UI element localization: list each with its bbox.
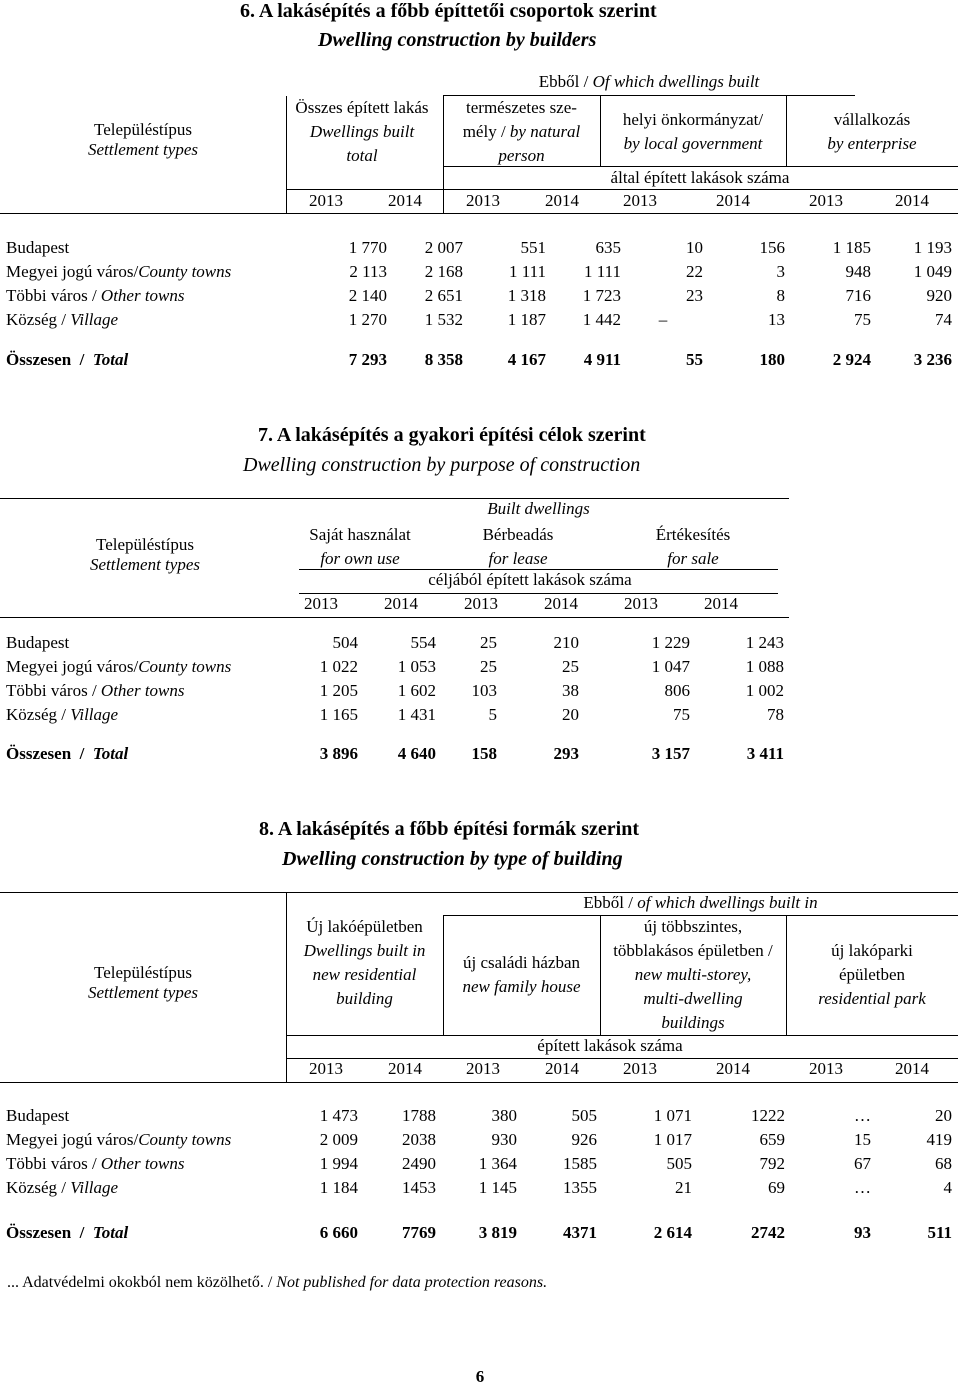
t6-total-cell: 3 236 bbox=[913, 350, 952, 369]
t6-year-header: 2014 bbox=[716, 191, 750, 210]
t8-total-cell: 7769 bbox=[402, 1223, 436, 1242]
row-label-separator: / bbox=[133, 657, 139, 676]
t7-row-label bbox=[6, 681, 185, 701]
t6-cell: 23 bbox=[686, 286, 703, 305]
row-label-en: Village bbox=[70, 705, 119, 724]
t6-year-header: 2014 bbox=[545, 191, 579, 210]
row-label-separator: / bbox=[56, 1178, 71, 1197]
t7-total-cell: 293 bbox=[553, 744, 579, 763]
table6-enterprise-header: vállalkozás by enterprise bbox=[827, 110, 917, 153]
row-label-separator: / bbox=[87, 1154, 101, 1173]
t6-cell: 10 bbox=[686, 238, 703, 257]
t7-cell: 210 bbox=[553, 633, 579, 652]
t7-cell: 5 bbox=[488, 705, 497, 724]
t8-total-cell: 2742 bbox=[751, 1223, 785, 1242]
table7-lease-header: Bérbeadás for lease bbox=[482, 525, 554, 568]
t6-year-header: 2013 bbox=[809, 191, 843, 210]
t7-cell: 504 bbox=[332, 633, 358, 652]
t8-cell: … bbox=[854, 1178, 871, 1197]
row-label-separator: / bbox=[71, 744, 93, 763]
t8-cell: 1 994 bbox=[319, 1154, 358, 1173]
row-label-separator: / bbox=[133, 1130, 139, 1149]
t6-row-label bbox=[6, 310, 118, 330]
row-label-en: Other towns bbox=[100, 1154, 185, 1173]
t6-cell: 635 bbox=[595, 238, 621, 257]
row-label-en: Other towns bbox=[100, 681, 185, 700]
t6-cell: 1 318 bbox=[507, 286, 546, 305]
t6-cell: 1 111 bbox=[509, 262, 546, 281]
t6-cell: 1 723 bbox=[582, 286, 621, 305]
row-label-separator: / bbox=[56, 705, 71, 724]
t7-cell: 78 bbox=[767, 705, 784, 724]
t7-cell: 103 bbox=[471, 681, 497, 700]
row-label-en: Village bbox=[70, 1178, 119, 1197]
t6-total-cell: 55 bbox=[686, 350, 703, 369]
t8-cell: 1 473 bbox=[319, 1106, 358, 1125]
t8-cell: 1 184 bbox=[319, 1178, 358, 1197]
table7-built-dwellings-header: Built dwellings bbox=[487, 499, 590, 518]
row-label-hu: Többi város bbox=[6, 681, 88, 700]
t7-total-label bbox=[6, 744, 128, 764]
t6-cell: 2 651 bbox=[424, 286, 463, 305]
t8-cell: 1788 bbox=[402, 1106, 436, 1125]
t6-year-header: 2013 bbox=[623, 191, 657, 210]
t6-total-cell: 8 358 bbox=[424, 350, 463, 369]
t7-cell: 1 243 bbox=[745, 633, 784, 652]
row-label-hu: Megyei jogú város bbox=[6, 262, 134, 281]
t8-row-label bbox=[6, 1106, 69, 1126]
table8-built-header: épített lakások száma bbox=[537, 1036, 683, 1055]
t7-total-cell: 3 896 bbox=[319, 744, 358, 763]
t8-total-cell: 2 614 bbox=[653, 1223, 692, 1242]
row-label-separator: / bbox=[133, 262, 139, 281]
table8-family-house-header: új családi házban new family house bbox=[462, 953, 581, 996]
t8-cell: 1 364 bbox=[478, 1154, 517, 1173]
t8-cell: 21 bbox=[675, 1178, 692, 1197]
t6-cell: 2 168 bbox=[424, 262, 463, 281]
t7-cell: 806 bbox=[664, 681, 690, 700]
t7-year-header: 2013 bbox=[624, 594, 658, 613]
table6-built-by-header: által épített lakások száma bbox=[610, 168, 790, 187]
table8-new-residential-header: Új lakóépületben Dwellings built in new residential building bbox=[303, 917, 426, 1008]
t8-total-label bbox=[6, 1223, 128, 1243]
t8-cell: 20 bbox=[935, 1106, 952, 1125]
t6-total-cell: 7 293 bbox=[348, 350, 387, 369]
t8-cell: 2038 bbox=[402, 1130, 436, 1149]
t6-year-header: 2013 bbox=[309, 191, 343, 210]
table7-title-en: Dwelling construction by purpose of construction bbox=[243, 454, 641, 476]
t8-cell: 930 bbox=[491, 1130, 517, 1149]
t6-row-label bbox=[6, 286, 185, 306]
t8-cell: … bbox=[854, 1106, 871, 1125]
t6-cell: 948 bbox=[845, 262, 871, 281]
row-label-hu: Község bbox=[6, 1178, 57, 1197]
t8-cell: 419 bbox=[926, 1130, 952, 1149]
row-label-hu: Megyei jogú város bbox=[6, 657, 134, 676]
t7-cell: 1 047 bbox=[651, 657, 690, 676]
row-label-en: Village bbox=[70, 310, 119, 329]
t8-total-cell: 511 bbox=[927, 1223, 952, 1242]
table6-of-which-header: Ebből / Of which dwellings built bbox=[538, 72, 760, 91]
t6-year-header: 2014 bbox=[388, 191, 422, 210]
table6-local-government-header: helyi önkormányzat/ by local government bbox=[622, 110, 764, 153]
t6-cell: 1 270 bbox=[348, 310, 387, 329]
t8-year-header: 2013 bbox=[623, 1059, 657, 1078]
t8-cell: 67 bbox=[854, 1154, 871, 1173]
t6-cell: 8 bbox=[776, 286, 785, 305]
t8-cell: 1 071 bbox=[653, 1106, 692, 1125]
row-label-hu: Budapest bbox=[6, 1106, 70, 1125]
t8-cell: 15 bbox=[854, 1130, 871, 1149]
t7-cell: 1 022 bbox=[319, 657, 358, 676]
row-label-hu: Budapest bbox=[6, 238, 70, 257]
row-label-en: Other towns bbox=[100, 286, 185, 305]
table6-total-header: Összes épített lakás Dwellings built total bbox=[295, 98, 429, 165]
t6-cell: 1 770 bbox=[348, 238, 387, 257]
t8-total-cell: 6 660 bbox=[319, 1223, 358, 1242]
table8-title-hu: 8. A lakásépítés a főbb építési formák szerint bbox=[259, 818, 639, 840]
page-number: 6 bbox=[475, 1367, 485, 1386]
t8-year-header: 2014 bbox=[388, 1059, 422, 1078]
t8-year-header: 2013 bbox=[466, 1059, 500, 1078]
t8-year-header: 2013 bbox=[809, 1059, 843, 1078]
row-label-en: Total bbox=[92, 744, 129, 763]
t7-cell: 25 bbox=[480, 633, 497, 652]
row-label-hu: Összesen bbox=[6, 350, 72, 369]
t7-cell: 75 bbox=[673, 705, 690, 724]
t8-cell: 1222 bbox=[751, 1106, 785, 1125]
t6-cell: 2 113 bbox=[349, 262, 387, 281]
row-label-separator: / bbox=[87, 681, 101, 700]
t6-total-label bbox=[6, 350, 128, 370]
t7-cell: 554 bbox=[410, 633, 436, 652]
row-label-separator: / bbox=[56, 310, 71, 329]
t7-row-label bbox=[6, 657, 231, 677]
row-label-separator: / bbox=[71, 1223, 93, 1242]
t6-cell: 22 bbox=[686, 262, 703, 281]
t7-total-cell: 3 411 bbox=[746, 744, 784, 763]
t7-total-cell: 3 157 bbox=[651, 744, 690, 763]
t7-cell: 1 431 bbox=[397, 705, 436, 724]
t7-cell: 1 205 bbox=[319, 681, 358, 700]
table6-years-line bbox=[286, 189, 958, 190]
table6-title-en: Dwelling construction by builders bbox=[318, 29, 597, 51]
t8-year-header: 2013 bbox=[309, 1059, 343, 1078]
t8-cell: 69 bbox=[768, 1178, 785, 1197]
table8-multi-storey-header: új többszintes, többlakásos épületben / new multi-storey, multi-dwelling buildings bbox=[613, 917, 773, 1032]
t8-year-header: 2014 bbox=[545, 1059, 579, 1078]
table7-title-hu: 7. A lakásépítés a gyakori építési célok szerint bbox=[258, 424, 646, 446]
t6-cell: 2 007 bbox=[424, 238, 463, 257]
t6-cell: 920 bbox=[926, 286, 952, 305]
t7-year-header: 2013 bbox=[304, 594, 338, 613]
row-label-hu: Összesen bbox=[6, 744, 72, 763]
row-label-en: Total bbox=[92, 1223, 129, 1242]
t8-total-cell: 4371 bbox=[563, 1223, 597, 1242]
table8-residential-park-header: új lakóparki épületben residential park bbox=[818, 941, 926, 1008]
t8-row-label bbox=[6, 1178, 118, 1198]
t7-year-header: 2014 bbox=[384, 594, 418, 613]
t7-cell: 20 bbox=[562, 705, 579, 724]
t8-cell: 380 bbox=[491, 1106, 517, 1125]
t7-cell: 1 602 bbox=[397, 681, 436, 700]
t6-cell: 551 bbox=[520, 238, 546, 257]
table8-of-which-header: Ebből / of which dwellings built in bbox=[583, 893, 818, 912]
t6-cell: 156 bbox=[759, 238, 785, 257]
t8-cell: 1453 bbox=[402, 1178, 436, 1197]
t8-cell: 2490 bbox=[402, 1154, 436, 1173]
t6-year-header: 2014 bbox=[895, 191, 929, 210]
table8-header-bottom-border bbox=[0, 1082, 958, 1083]
table6-settlement-header: Településtípus Settlement types bbox=[88, 120, 198, 159]
t8-year-header: 2014 bbox=[716, 1059, 750, 1078]
t6-total-cell: 2 924 bbox=[832, 350, 871, 369]
t8-cell: 792 bbox=[759, 1154, 785, 1173]
t8-cell: 659 bbox=[759, 1130, 785, 1149]
row-label-separator: / bbox=[87, 286, 101, 305]
t7-cell: 38 bbox=[562, 681, 579, 700]
row-label-hu: Község bbox=[6, 310, 57, 329]
row-label-en: County towns bbox=[138, 262, 232, 281]
t6-cell: 2 140 bbox=[348, 286, 387, 305]
t7-year-header: 2014 bbox=[544, 594, 578, 613]
t8-cell: 505 bbox=[666, 1154, 692, 1173]
t7-cell: 1 053 bbox=[397, 657, 436, 676]
t6-cell: 716 bbox=[845, 286, 871, 305]
t7-cell: 1 229 bbox=[651, 633, 690, 652]
row-label-hu: Többi város bbox=[6, 1154, 88, 1173]
t6-cell: 1 049 bbox=[913, 262, 952, 281]
t6-total-cell: 4 167 bbox=[507, 350, 546, 369]
t7-cell: 1 165 bbox=[319, 705, 358, 724]
t8-cell: 1 017 bbox=[653, 1130, 692, 1149]
t8-cell: 505 bbox=[571, 1106, 597, 1125]
t7-cell: 1 088 bbox=[745, 657, 784, 676]
t6-cell: – bbox=[658, 310, 668, 329]
table7-purpose-header: céljából épített lakások száma bbox=[428, 570, 632, 589]
t6-cell: 1 187 bbox=[507, 310, 546, 329]
t7-cell: 1 002 bbox=[745, 681, 784, 700]
table6-header-bottom-border bbox=[0, 213, 958, 214]
t8-cell: 1585 bbox=[563, 1154, 597, 1173]
t7-year-header: 2013 bbox=[464, 594, 498, 613]
t6-total-cell: 4 911 bbox=[583, 350, 621, 369]
t7-year-header: 2014 bbox=[704, 594, 738, 613]
row-label-en: County towns bbox=[138, 1130, 232, 1149]
t6-year-header: 2013 bbox=[466, 191, 500, 210]
t6-cell: 1 185 bbox=[832, 238, 871, 257]
t6-row-label bbox=[6, 238, 69, 258]
table7-header-bottom-border bbox=[0, 617, 789, 618]
t8-total-cell: 3 819 bbox=[478, 1223, 517, 1242]
t8-year-header: 2014 bbox=[895, 1059, 929, 1078]
table7-own-use-header: Saját használat for own use bbox=[309, 525, 411, 568]
t6-cell: 1 193 bbox=[913, 238, 952, 257]
t6-cell: 3 bbox=[776, 262, 785, 281]
t6-row-label bbox=[6, 262, 231, 282]
t8-row-label bbox=[6, 1130, 231, 1150]
row-label-hu: Megyei jogú város bbox=[6, 1130, 134, 1149]
t8-cell: 68 bbox=[935, 1154, 952, 1173]
row-label-hu: Község bbox=[6, 705, 57, 724]
t6-total-cell: 180 bbox=[759, 350, 785, 369]
t6-cell: 1 532 bbox=[424, 310, 463, 329]
t7-total-cell: 4 640 bbox=[397, 744, 436, 763]
t7-total-cell: 158 bbox=[471, 744, 497, 763]
t6-cell: 74 bbox=[935, 310, 952, 329]
footnote: ... Adatvédelmi okokból nem közölhető. / Not published for data protection reasons. bbox=[7, 1274, 548, 1291]
t6-cell: 1 442 bbox=[582, 310, 621, 329]
row-label-hu: Budapest bbox=[6, 633, 70, 652]
t7-cell: 25 bbox=[480, 657, 497, 676]
t6-cell: 13 bbox=[768, 310, 785, 329]
t8-cell: 1 145 bbox=[478, 1178, 517, 1197]
table7-settlement-header: Településtípus Settlement types bbox=[90, 535, 200, 574]
table6-title-hu: 6. A lakásépítés a főbb építtetői csoportok szerint bbox=[240, 0, 657, 22]
t8-cell: 2 009 bbox=[319, 1130, 358, 1149]
row-label-hu: Összesen bbox=[6, 1223, 72, 1242]
t8-cell: 4 bbox=[943, 1178, 952, 1197]
t6-cell: 75 bbox=[854, 310, 871, 329]
table8-settlement-header: Településtípus Settlement types bbox=[88, 963, 198, 1002]
table7-sale-header: Értékesítés for sale bbox=[655, 525, 731, 568]
row-label-en: County towns bbox=[138, 657, 232, 676]
table6-natural-person-header: természetes sze- mély / by natural person bbox=[462, 98, 581, 165]
t8-cell: 926 bbox=[571, 1130, 597, 1149]
row-label-en: Total bbox=[92, 350, 129, 369]
t8-total-cell: 93 bbox=[854, 1223, 871, 1242]
row-label-hu: Többi város bbox=[6, 286, 88, 305]
table8-title-en: Dwelling construction by type of building bbox=[282, 848, 623, 870]
t8-cell: 1355 bbox=[563, 1178, 597, 1197]
t7-row-label bbox=[6, 633, 69, 653]
row-label-separator: / bbox=[71, 350, 93, 369]
t7-cell: 25 bbox=[562, 657, 579, 676]
t6-cell: 1 111 bbox=[584, 262, 621, 281]
t8-row-label bbox=[6, 1154, 185, 1174]
t7-row-label bbox=[6, 705, 118, 725]
